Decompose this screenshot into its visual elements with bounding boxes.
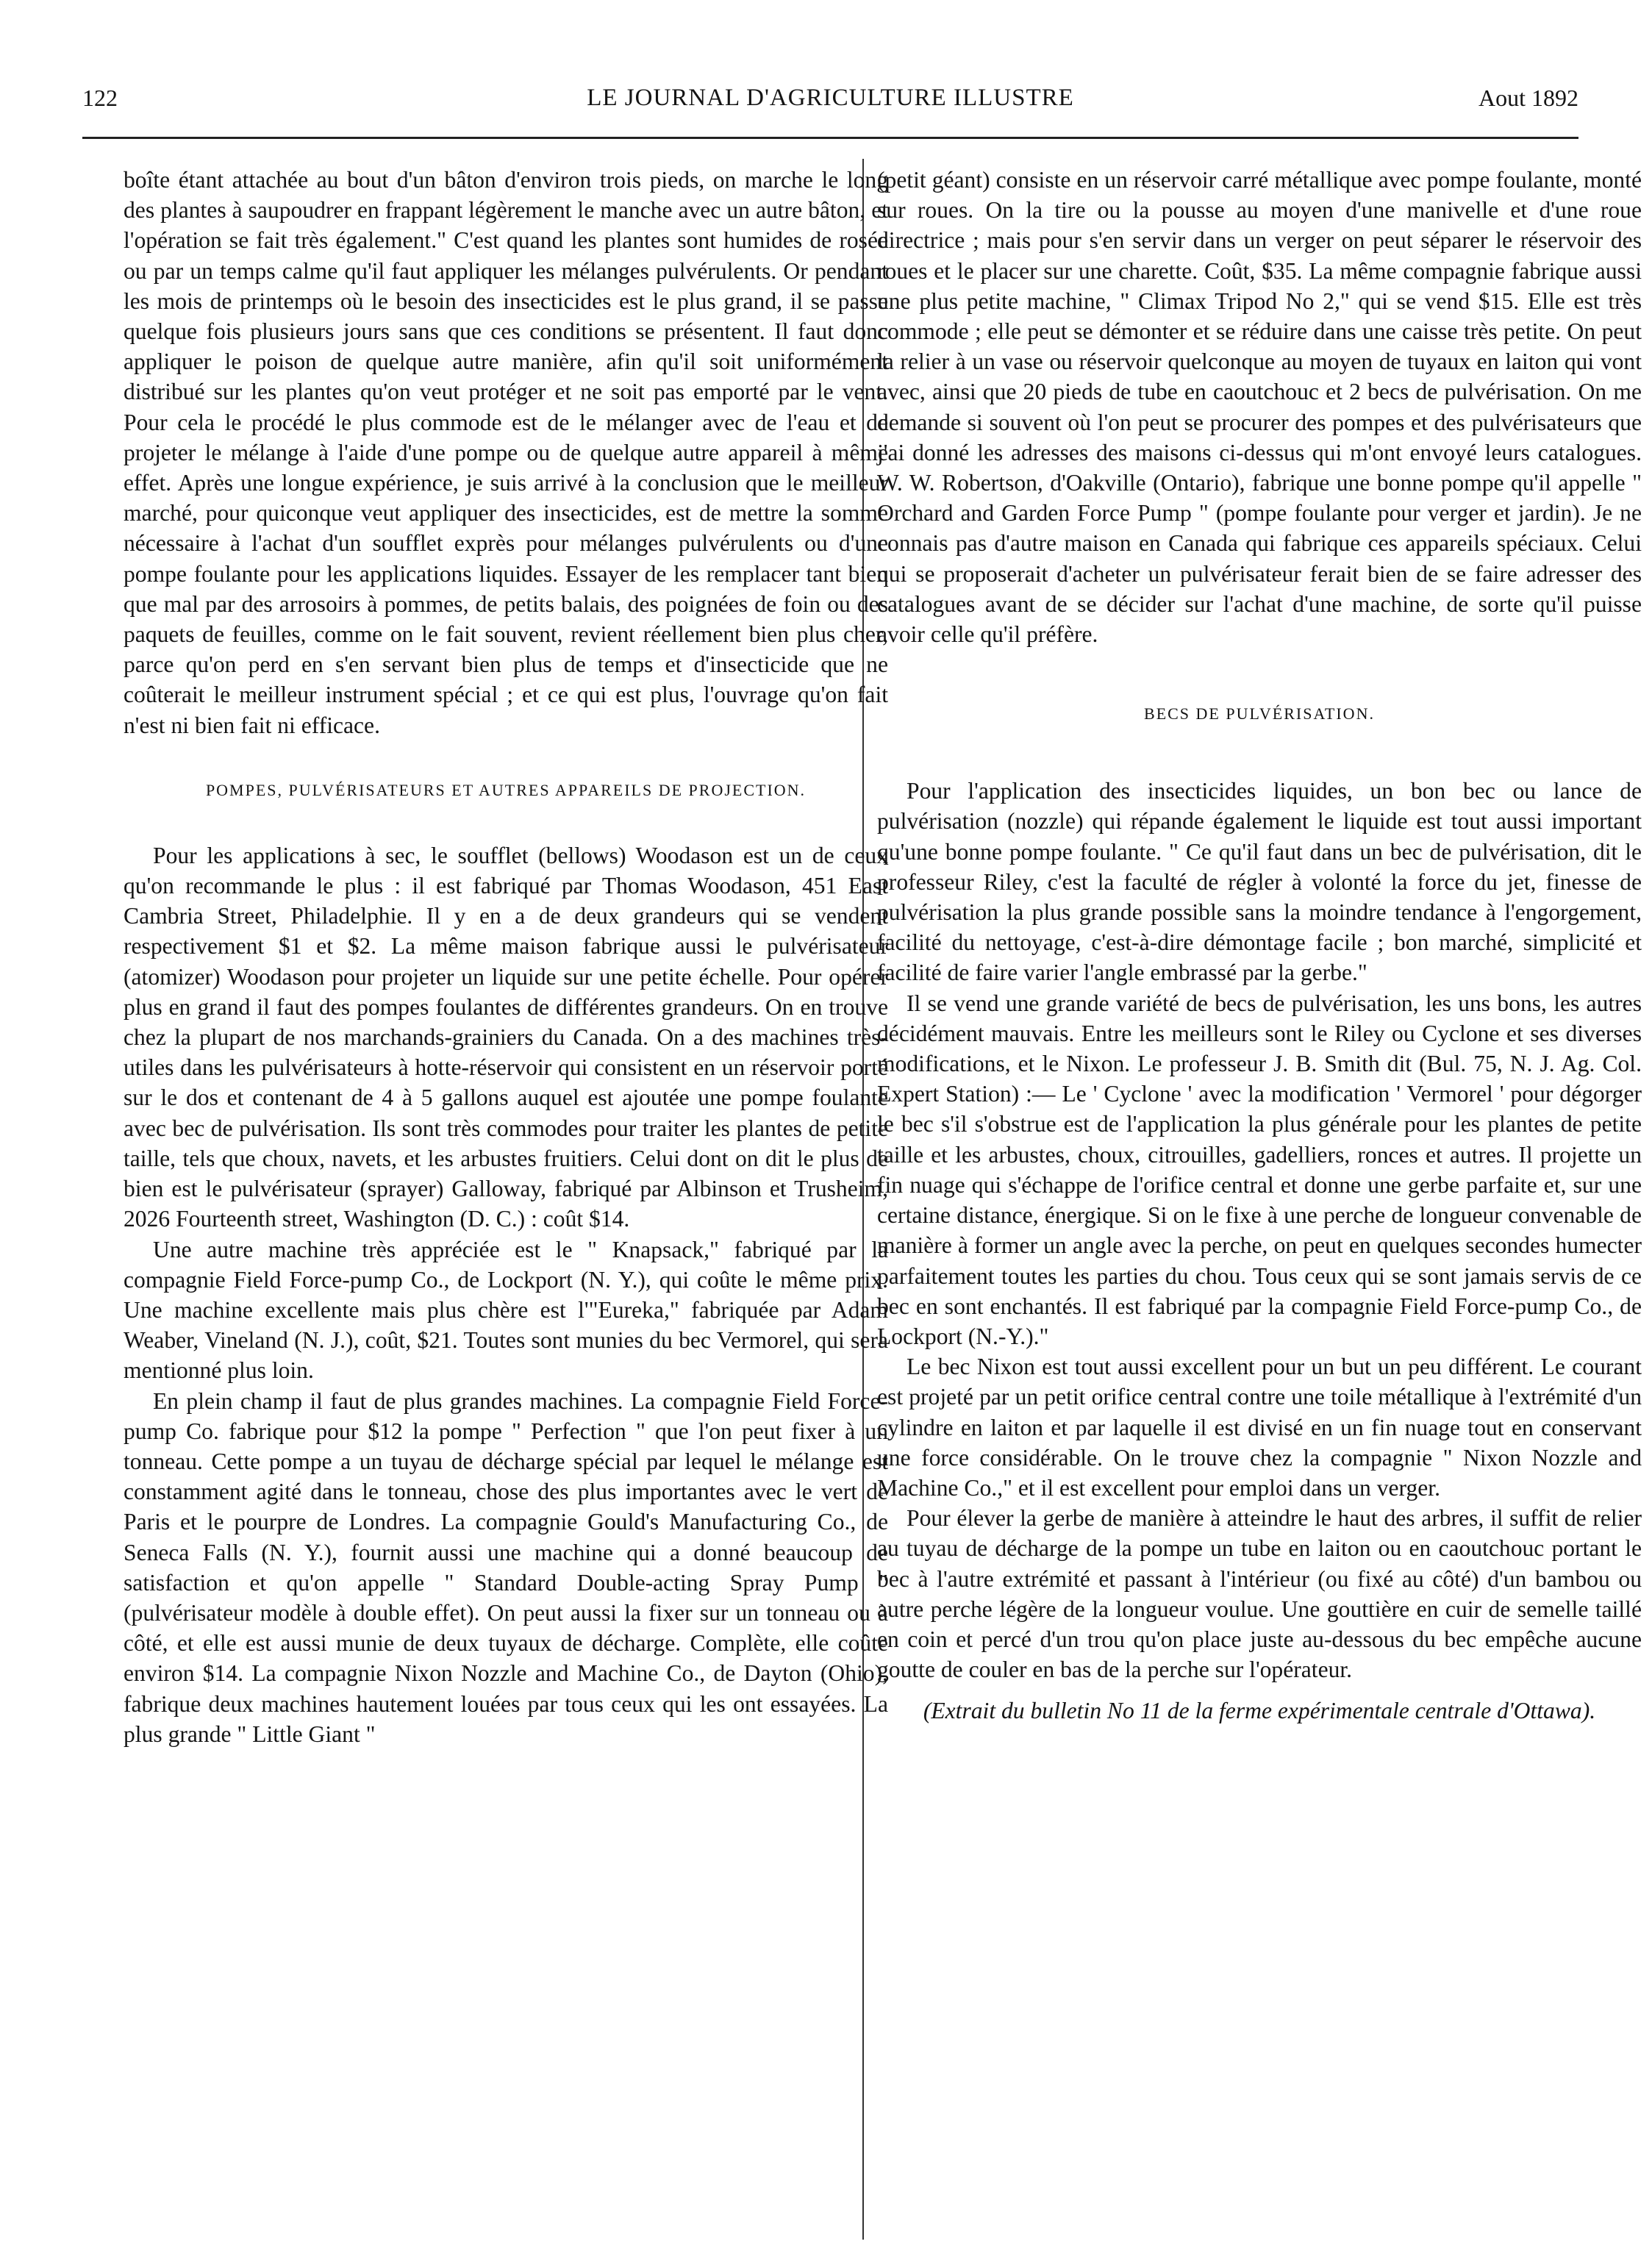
- paragraph: Le bec Nixon est tout aussi excellent pour un but un peu différent. Le courant est projeté par un petit orifice central contre une toile métallique à l'extrémité d'un cylindre en laiton et par laquelle il est divisé en un fin nuage tout en conservant une force considérable. On le trouve chez la compagnie " Nixon Nozzle and Machine Co.," et il est excellent pour emploi dans un verger.: [877, 1354, 1642, 1501]
- paragraph: Il se vend une grande variété de becs de pulvérisation, les uns bons, les autres décidément mauvais. Entre les meilleurs sont le Riley ou Cyclone et ses diverses modifications, et le Nixon. Le professeur J. B. Smith dit (Bul. 75, N. J. Ag. Col. Expert Station) :— Le ' Cyclone ' avec la modification ' Vermorel ' pour dégorger le bec s'il s'obstrue est de l'application la plus générale pour les plantes de petite taille et les arbustes, choux, citrouilles, gadelliers, ronces et autres. Il projette un fin nuage qui s'échappe de l'orifice central et donne une gerbe parfaite et, sur une certaine distance, énergique. Si on le fixe à une perche de longueur convenable de manière à former un angle avec la perche, on peut en quelques secondes humecter parfaitement toutes les parties du chou. Tous ceux qui se sont jamais servis de ce bec en sont enchantés. Il est fabriqué par la compagnie Field Force-pump Co., de Lockport (N.-Y.).": [877, 990, 1642, 1349]
- paragraph: Pour les applications à sec, le soufflet (bellows) Woodason est un de ceux qu'on recommande le plus : il est fabriqué par Thomas Woodason, 451 East Cambria Street, Philadelphie. Il y en a de deux grandeurs qui se vendent respectivement $1 et $2. La même maison fabrique aussi le pulvérisateur (atomizer) Woodason pour projeter un liquide sur une petite échelle. Pour opérer plus en grand il faut des pompes foulantes de différentes grandeurs. On en trouve chez la plupart de nos marchands-grainiers du Canada. On a des machines très-utiles dans les pulvérisateurs à hotte-réservoir qui consistent en un réservoir porté sur le dos et contenant de 4 à 5 gallons auquel est ajoutée une pompe foulante avec bec de pulvérisation. Ils sont très commodes pour traiter les plantes de petite taille, tels que choux, navets, et les arbustes fruitiers. Celui dont on dit le plus de bien est le pulvérisateur (sprayer) Galloway, fabriqué par Albinson et Trusheim, 2026 Fourteenth street, Washington (D. C.) : coût $14.: [124, 842, 888, 1232]
- page-number: 122: [82, 85, 118, 111]
- source-citation: (Extrait du bulletin No 11 de la ferme expérimentale centrale d'Ottawa).: [923, 1698, 1596, 1724]
- paragraph: (petit géant) consiste en un réservoir carré métallique avec pompe foulante, monté sur roues. On la tire ou la pousse au moyen d'une manivelle et d'une roue directrice ; mais pour s'en servir dans un verger on peut séparer le réservoir des roues et le placer sur une charette. Coût, $35. La même compagnie fabrique aussi une plus petite machine, " Climax Tripod No 2," qui se vend $15. Elle est très commode ; elle peut se démonter et se réduire dans une caisse très petite. On peut la relier à un vase ou réservoir quelconque au moyen de tuyaux en laiton qui vont avec, ainsi que 20 pieds de tube en caoutchouc et 2 becs de pulvérisation. On me demande si souvent où l'on peut se procurer des pompes et des pulvérisateurs que j'ai donné les adresses des maisons ci-dessus qui m'ont envoyé leurs catalogues. W. W. Robertson, d'Oakville (Ontario), fabrique une bonne pompe qu'il appelle " Orchard and Garden Force Pump " (pompe foulante pour verger et jardin). Je ne connais pas d'autre maison en Canada qui fabrique ces appareils spéciaux. Celui qui se proposerait d'acheter un pulvérisateur ferait bien de se faire adresser des catalogues avant de se décider sur l'achat d'une machine, de sorte qu'il puisse avoir celle qu'il préfère.: [877, 167, 1642, 648]
- paragraph: Pour l'application des insecticides liquides, un bon bec ou lance de pulvérisation (nozzle) qui répande également le liquide est tout aussi important qu'une bonne pompe foulante. " Ce qu'il faut dans un bec de pulvérisation, dit le professeur Riley, c'est la faculté de régler à volonté la force du jet, finesse de pulvérisation la plus grande possible sans la moindre tendance à l'engorgement, facilité du nettoyage, c'est-à-dire démontage facile ; bon marché, simplicité et facilité de faire varier l'angle embrassé par la gerbe.": [877, 778, 1642, 986]
- section-heading: POMPES, PULVÉRISATEURS ET AUTRES APPAREILS DE PROJECTION.: [205, 780, 807, 799]
- paragraph: Une autre machine très appréciée est le " Knapsack," fabriqué par la compagnie Field Force-pump Co., de Lockport (N. Y.), qui coûte le même prix. Une machine excellente mais plus chère est l'"Eureka," fabriquée par Adam Weaber, Vineland (N. J.), coût, $21. Toutes sont munies du bec Vermorel, qui sera mentionné plus loin.: [124, 1236, 888, 1384]
- header-rule: [82, 137, 1578, 139]
- left-column: [124, 165, 888, 1749]
- page-header: [82, 79, 1578, 116]
- paragraph: Pour élever la gerbe de manière à atteindre le haut des arbres, il suffit de relier au tuyau de décharge de la pompe un tube en laiton ou en caoutchouc portant le bec à l'autre extrémité et passant à l'intérieur (ou fixé au côté) d'un bambou ou autre perche légère de la longueur voulue. Une gouttière en cuir de semelle taillé en coin et percé d'un trou qu'on place juste au-dessous du bec empêche aucune goutte de couler en bas de la perche sur l'opérateur.: [877, 1505, 1642, 1683]
- paragraph: boîte étant attachée au bout d'un bâton d'environ trois pieds, on marche le long des plantes à saupoudrer en frappant légèrement le manche avec un autre bâton, et l'opération se fait très également." C'est quand les plantes sont humides de rosée ou par un temps calme qu'il faut appliquer les mélanges pulvérulents. Or pendant les mois de printemps où le besoin des insecticides est le plus grand, il se passe quelque fois plusieurs jours sans que ces conditions se présentent. Il faut donc appliquer le poison de quelque autre manière, afin qu'il soit uniformément distribué sur les plantes qu'on veut protéger et ne soit pas emporté par le vent. Pour cela le procédé le plus commode est de le mélanger avec de l'eau et de projeter le mélange à l'aide d'une pompe ou de quelque autre appareil à même effet. Après une longue expérience, je suis arrivé à la conclusion que le meilleur marché, pour quiconque veut appliquer des insecticides, est de mettre la somme nécessaire à l'achat d'un soufflet exprès pour mélanges pulvérulents ou d'une pompe foulante pour les applications liquides. Essayer de les remplacer tant bien que mal par des arrosoirs à pommes, de petits balais, des poignées de foin ou des paquets de feuilles, comme on le fait souvent, revient réellement bien plus cher, parce qu'on perd en s'en servant bien plus de temps et d'insecticide que ne coûterait le meilleur instrument spécial ; et ce qui est plus, l'ouvrage qu'on fait n'est ni bien fait ni efficace.: [124, 167, 888, 738]
- paragraph: En plein champ il faut de plus grandes machines. La compagnie Field Force-pump Co. fabrique pour $12 la pompe " Perfection " que l'on peut fixer à un tonneau. Cette pompe a un tuyau de décharge spécial par lequel le mélange est constamment agité dans le tonneau, chose des plus importantes avec le vert de Paris et le pourpre de Londres. La compagnie Gould's Manufacturing Co., de Seneca Falls (N. Y.), fournit aussi une machine qui a donné beaucoup de satisfaction et qu'on appelle " Standard Double-acting Spray Pump " (pulvérisateur modèle à double effet). On peut aussi la fixer sur un tonneau ou à côté, et elle est aussi munie de deux tuyaux de décharge. Complète, elle coûte environ $14. La compagnie Nixon Nozzle and Machine Co., de Dayton (Ohio), fabrique deux machines hautement louées par tous ceux qui les ont essayées. La plus grande " Little Giant ": [124, 1387, 888, 1747]
- journal-title: LE JOURNAL D'AGRICULTURE ILLUSTRE: [587, 85, 1074, 111]
- issue-date: Aout 1892: [1478, 85, 1578, 111]
- section-heading: BECS DE PULVÉRISATION.: [1144, 704, 1375, 724]
- right-column: [877, 165, 1642, 1726]
